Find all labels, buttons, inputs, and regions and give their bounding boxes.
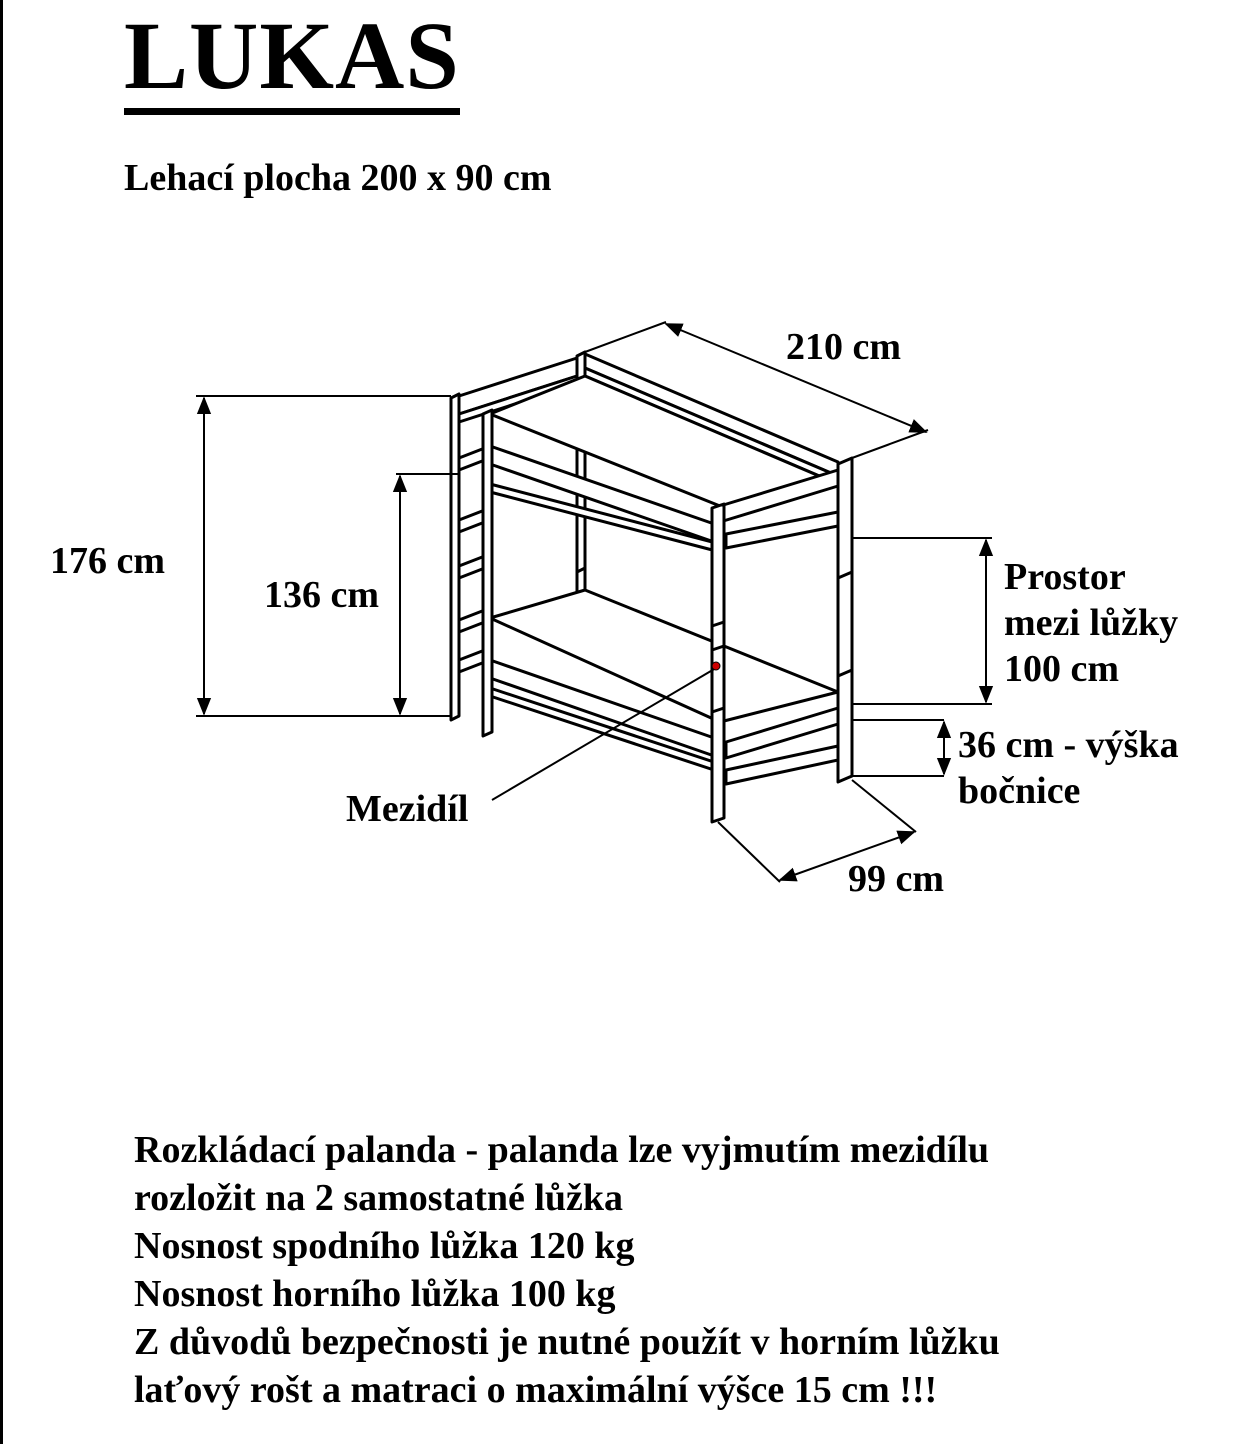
note-line: Nosnost horního lůžka 100 kg: [134, 1273, 616, 1315]
space-between-label: [1004, 554, 1178, 692]
divider-marker-dot: [712, 662, 720, 670]
upper-foot-rail-2: [726, 512, 838, 548]
width-label: 99 cm: [848, 858, 945, 900]
ladder-height-label: 136 cm: [264, 574, 380, 616]
lower-bed-surface: [490, 590, 838, 722]
divider-label: Mezidíl: [346, 788, 469, 830]
space-between-line-2: mezi lůžky: [1004, 602, 1179, 644]
side-height-line-1: 36 cm - výška: [958, 724, 1179, 766]
note-line: Rozkládací palanda - palanda lze vyjmutím mezidílu: [134, 1129, 990, 1171]
note-line: Z důvodů bezpečnosti je nutné použít v horním lůžku: [134, 1321, 1000, 1363]
side-height-line-2: bočnice: [958, 770, 1081, 812]
total-height-label: 176 cm: [50, 540, 166, 582]
sleeping-area-subtitle: Lehací plocha 200 x 90 cm: [124, 157, 552, 199]
far-right-post: [838, 458, 852, 782]
page-title: LUKAS: [124, 8, 460, 115]
width-extension-right: [852, 780, 916, 832]
space-between-line-1: Prostor: [1004, 556, 1126, 598]
space-between-line-3: 100 cm: [1004, 648, 1120, 690]
note-line: Nosnost spodního lůžka 120 kg: [134, 1225, 635, 1267]
note-line: laťový rošt a matraci o maximální výšce 15 cm !!!: [134, 1369, 938, 1411]
width-extension-left: [718, 822, 780, 882]
side-height-label: [958, 722, 1179, 814]
length-label: 210 cm: [786, 326, 902, 368]
front-left-post: [483, 410, 492, 736]
length-extension-left: [585, 322, 666, 352]
note-line: rozložit na 2 samostatné lůžka: [134, 1177, 624, 1219]
product-notes: [134, 1126, 1000, 1414]
bed-frame: [451, 352, 852, 822]
length-extension-right: [852, 430, 928, 458]
